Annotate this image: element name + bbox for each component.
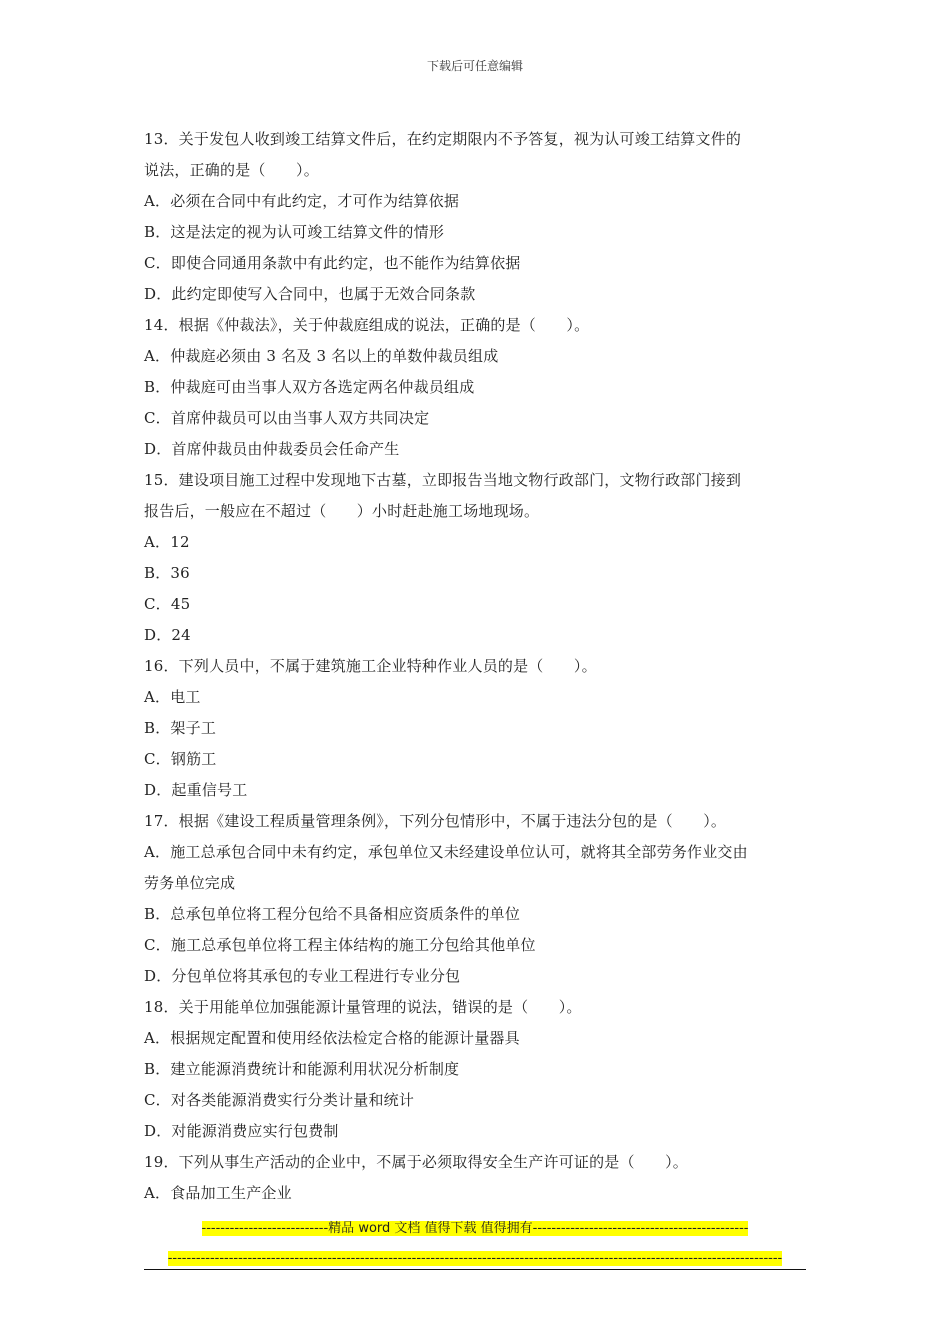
question-18-option-d: D．对能源消费应实行包费制	[144, 1122, 339, 1140]
question-16-option-a: A．电工	[144, 688, 201, 706]
page-header-title: 下载后可任意编辑	[426, 59, 523, 73]
question-15-stem-line-1: 15．建设项目施工过程中发现地下古墓，立即报告当地文物行政部门，文物行政部门接到	[144, 471, 742, 489]
question-13-stem-line-1: 13．关于发包人收到竣工结算文件后，在约定期限内不予答复，视为认可竣工结算文件的	[144, 130, 742, 148]
question-15-option-d: D．24	[144, 626, 191, 644]
question-13-option-b: B．这是法定的视为认可竣工结算文件的情形	[144, 223, 445, 241]
question-15-option-b: B．36	[144, 564, 190, 582]
question-15-option-c: C．45	[144, 595, 191, 613]
question-14-stem: 14．根据《仲裁法》，关于仲裁庭组成的说法，正确的是（ ）。	[144, 316, 590, 334]
footer-dashes-text: -----------------------------------------------------------------------------------------------------------------------------------	[167, 1251, 783, 1266]
question-17-stem: 17．根据《建设工程质量管理条例》，下列分包情形中，不属于违法分包的是（ ）。	[144, 812, 727, 830]
footer-dashes	[0, 1251, 950, 1266]
footer-banner	[0, 1217, 950, 1236]
footer-rule	[144, 1269, 806, 1270]
question-13-stem-line-2: 说法，正确的是（ ）。	[144, 161, 319, 179]
question-17-option-a-line-2: 劳务单位完成	[144, 874, 236, 892]
question-15-stem-line-2: 报告后，一般应在不超过（ ）小时赶赴施工场地现场。	[144, 502, 540, 520]
question-18-option-a: A．根据规定配置和使用经依法检定合格的能源计量器具	[144, 1029, 520, 1047]
question-16-option-d: D．起重信号工	[144, 781, 248, 799]
question-13-option-d: D．此约定即使写入合同中，也属于无效合同条款	[144, 285, 476, 303]
question-16-stem: 16．下列人员中，不属于建筑施工企业特种作业人员的是（ ）。	[144, 657, 597, 675]
question-17-option-d: D．分包单位将其承包的专业工程进行专业分包	[144, 967, 461, 985]
question-14-option-c: C．首席仲裁员可以由当事人双方共同决定	[144, 409, 430, 427]
question-18-option-b: B．建立能源消费统计和能源利用状况分析制度	[144, 1060, 460, 1078]
question-17-option-b: B．总承包单位将工程分包给不具备相应资质条件的单位	[144, 905, 521, 923]
question-list	[144, 124, 816, 1209]
question-14-option-b: B．仲裁庭可由当事人双方各选定两名仲裁员组成	[144, 378, 475, 396]
question-16-option-c: C．钢筋工	[144, 750, 217, 768]
question-18-stem: 18．关于用能单位加强能源计量管理的说法，错误的是（ ）。	[144, 998, 582, 1016]
question-14-option-d: D．首席仲裁员由仲裁委员会任命产生	[144, 440, 400, 458]
question-13-option-c: C．即使合同通用条款中有此约定，也不能作为结算依据	[144, 254, 521, 272]
question-18-option-c: C．对各类能源消费实行分类计量和统计	[144, 1091, 415, 1109]
question-19-option-a: A．食品加工生产企业	[144, 1184, 292, 1202]
question-16-option-b: B．架子工	[144, 719, 217, 737]
question-15-option-a: A．12	[144, 533, 190, 551]
question-14-option-a: A．仲裁庭必须由 3 名及 3 名以上的单数仲裁员组成	[144, 347, 499, 365]
question-13-option-a: A．必须在合同中有此约定，才可作为结算依据	[144, 192, 460, 210]
question-17-option-a-line-1: A．施工总承包合同中未有约定，承包单位又未经建设单位认可，就将其全部劳务作业交由	[144, 843, 748, 861]
question-19-stem: 19．下列从事生产活动的企业中，不属于必须取得安全生产许可证的是（ ）。	[144, 1153, 688, 1171]
footer-banner-text: ---------------------------精品 word 文档 值得下载 值得拥有----------------------------------------------	[201, 1221, 749, 1236]
question-17-option-c: C．施工总承包单位将工程主体结构的施工分包给其他单位	[144, 936, 536, 954]
